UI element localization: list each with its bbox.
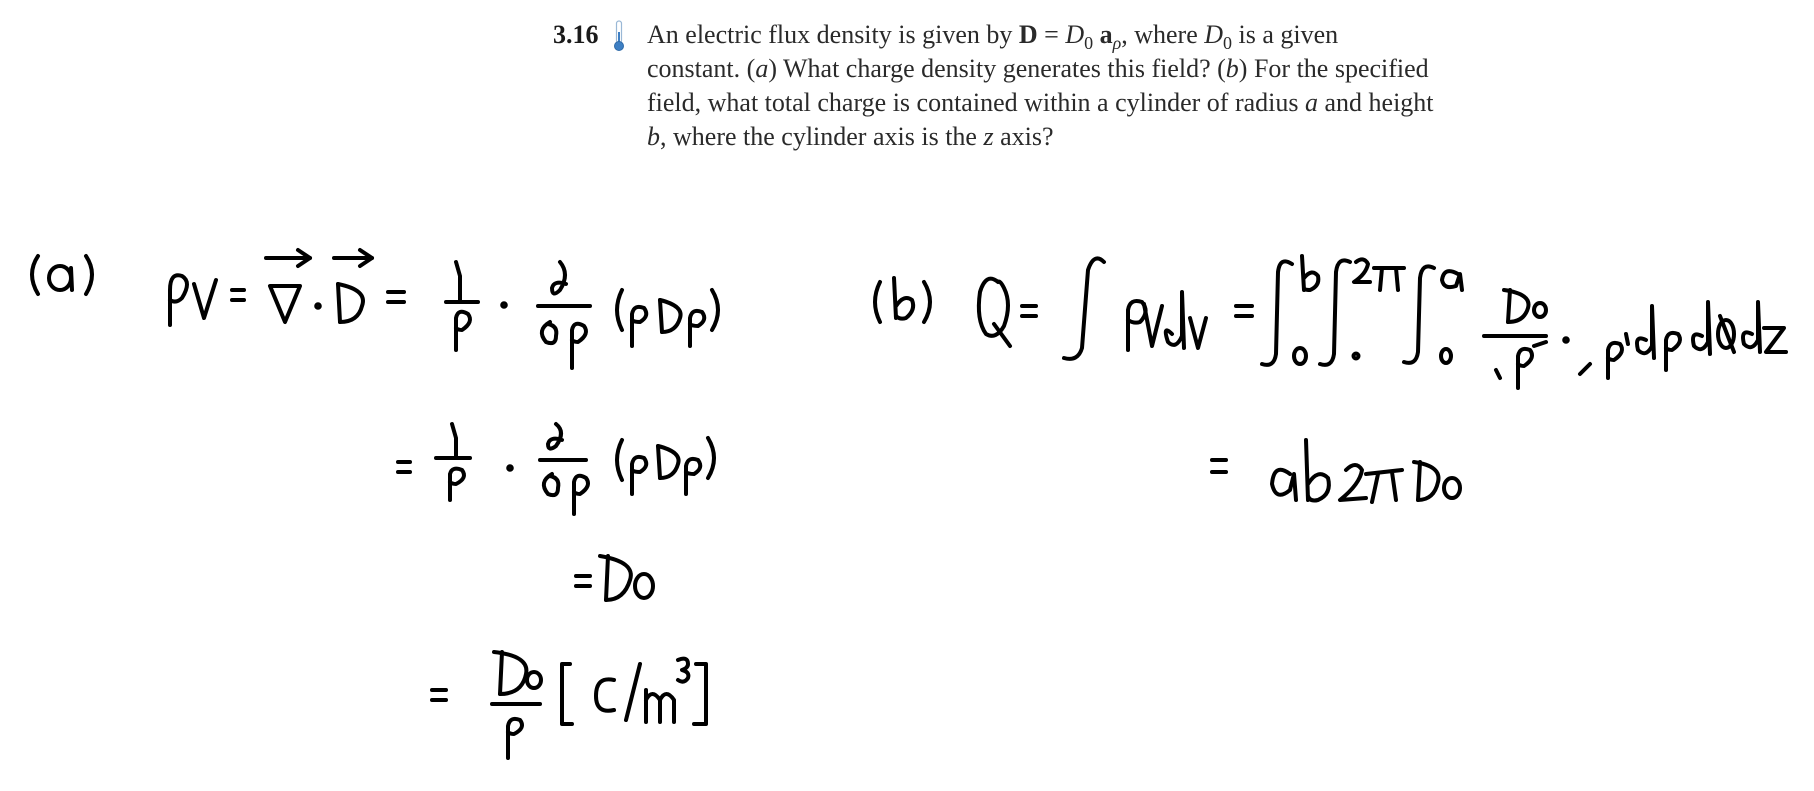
text-segment: , where the cylinder axis is the: [660, 122, 984, 151]
text-segment: =: [1037, 20, 1066, 49]
text-segment: An electric flux density is given by: [647, 20, 1019, 49]
text-segment: axis?: [993, 122, 1054, 151]
part-b-line-2: [1212, 440, 1460, 502]
text-segment: field, what total charge is contained within a cylinder of radius: [647, 88, 1305, 117]
part-letter: a: [755, 54, 769, 83]
part-a-line-4: [432, 652, 706, 758]
text-segment: , where: [1121, 20, 1205, 49]
text-segment: is a given: [1232, 20, 1339, 49]
part-a-line-3: [576, 556, 653, 600]
text-segment: ) For the specified: [1238, 54, 1429, 83]
symbol-D0: D: [1204, 20, 1224, 49]
vector-D: D: [1018, 20, 1038, 49]
symbol-a: a: [1305, 88, 1318, 117]
text-segment: ) What charge density generates this field? (: [768, 54, 1226, 83]
part-a-line-1: [170, 250, 718, 368]
text-segment: constant. (: [647, 54, 756, 83]
subscript: 0: [1223, 33, 1233, 54]
part-b-line-1: [979, 256, 1786, 388]
subscript: ρ: [1112, 33, 1122, 54]
text-segment: and height: [1318, 88, 1434, 117]
part-b-label: [875, 278, 930, 322]
symbol-b: b: [647, 122, 660, 151]
unit-vector-a: a: [1099, 20, 1113, 49]
symbol-D0: D: [1065, 20, 1085, 49]
symbol-z: z: [983, 122, 994, 151]
problem-number: 3.16: [553, 20, 599, 49]
part-a-label: [32, 256, 92, 294]
part-a-line-2: [398, 424, 714, 514]
subscript: 0: [1084, 33, 1094, 54]
part-letter: b: [1225, 54, 1239, 83]
